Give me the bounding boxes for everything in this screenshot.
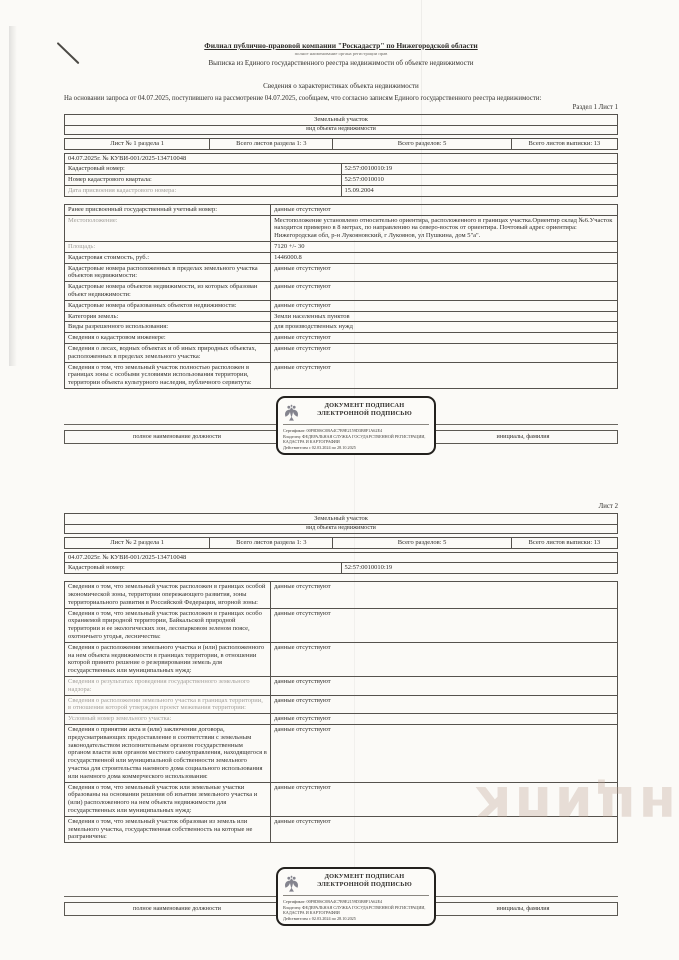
- sheet2-label: Лист 2: [598, 503, 618, 510]
- table-row: [65, 164, 618, 175]
- row-value: данные отсутствуют: [271, 582, 618, 608]
- digital-signature-stamp: [276, 396, 436, 455]
- row-value: 7120 +/- 30: [271, 241, 618, 252]
- row-label: Сведения о том, что земельный участок полностью расположен в границах зоны с особыми условиями использования территории, территории объекта культурного наследия, публичного сервитута:: [65, 362, 271, 388]
- characteristics-table: [64, 581, 618, 843]
- row-value: данные отсутствуют: [271, 343, 618, 362]
- digital-signature-stamp: [276, 867, 436, 926]
- table-row: [65, 816, 618, 842]
- row-value: данные отсутствуют: [271, 282, 618, 301]
- object-type-table: [64, 114, 618, 135]
- row-value: 52:57:0010010: [341, 175, 618, 186]
- row-value: данные отсутствуют: [271, 816, 618, 842]
- row-label: Кадастровая стоимость, руб.:: [65, 252, 271, 263]
- row-label: Сведения о том, что земельный участок образован из земель или земельного участка, государственная собственность на которые не разграничена:: [65, 816, 271, 842]
- stamp-certificate: Сертификат: 00F8D06C0BA4C7B9E2159D3B8F1A62E4: [283, 427, 383, 433]
- row-label: Сведения о результатах проведения государственного земельного надзора:: [65, 676, 271, 695]
- characteristics-table: [64, 204, 618, 389]
- table-row: [65, 185, 618, 196]
- stamp-title-2: ЭЛЕКТРОННОЙ ПОДПИСЬЮ: [317, 410, 412, 417]
- sheet-count-cell: Всего листов выписки: 13: [511, 138, 617, 149]
- table-row: [65, 343, 618, 362]
- row-value: данные отсутствуют: [271, 362, 618, 388]
- sheet-count-cell: Всего листов выписки: 13: [511, 537, 617, 548]
- row-label: Местоположение:: [65, 215, 271, 241]
- table-row: [65, 263, 618, 282]
- sheet-count-cell: Всего листов раздела 1: 3: [210, 138, 333, 149]
- position-caption: полное наименование должности: [64, 902, 290, 916]
- row-value: данные отсутствуют: [271, 676, 618, 695]
- row-value: 52:57:0010010:19: [341, 563, 618, 574]
- sheet-count-cell: Всего разделов: 5: [333, 537, 511, 548]
- table-row: [65, 695, 618, 714]
- characteristics-rows: [65, 582, 618, 843]
- table-row: [65, 282, 618, 301]
- request-number: 04.07.2025г. № КУВИ-001/2025-134710048: [65, 153, 618, 164]
- row-value: для производственных нужд: [271, 322, 618, 333]
- registry-org-title: Филиал публично-правовой компании "Роскадастр" по Нижегородской области: [204, 41, 478, 50]
- stamp-certificate: Сертификат: 00F8D06C0BA4C7B9E2159D3B8F1A62E4: [283, 898, 383, 904]
- table-row: [65, 300, 618, 311]
- table-row: [65, 724, 618, 782]
- table-row: [65, 582, 618, 608]
- position-caption: полное наименование должности: [64, 430, 290, 444]
- characteristics-rows: [65, 204, 618, 388]
- registry-org-caption: полное наименование органа регистрации прав: [294, 51, 388, 56]
- table-row: [65, 714, 618, 725]
- table-row: [65, 642, 618, 676]
- row-value: 15.09.2004: [341, 185, 618, 196]
- sheet-counts-table: [64, 138, 618, 150]
- row-value: данные отсутствуют: [271, 642, 618, 676]
- object-type: Земельный участок: [65, 115, 618, 126]
- table-row: [65, 175, 618, 186]
- object-type-table: [64, 513, 618, 534]
- sheet-counts-row: [65, 537, 618, 548]
- table-row: [65, 215, 618, 241]
- sheet-count-cell: Всего листов раздела 1: 3: [210, 537, 333, 548]
- cadastral-top-rows: [65, 563, 618, 574]
- stamp-title-1: ДОКУМЕНТ ПОДПИСАН: [324, 402, 405, 409]
- row-label: Кадастровый номер:: [65, 563, 342, 574]
- object-type: Земельный участок: [65, 514, 618, 525]
- scan-edge-shadow: [9, 26, 17, 366]
- row-label: Кадастровые номера объектов недвижимости, из которых образован объект недвижимости:: [65, 282, 271, 301]
- row-label: Сведения о кадастровом инженере:: [65, 333, 271, 344]
- section-sheet-label: Раздел 1 Лист 1: [572, 104, 618, 111]
- table-row: [65, 608, 618, 642]
- coat-of-arms-icon: [283, 874, 300, 893]
- table-row: [65, 204, 618, 215]
- row-label: Сведения о лесах, водных объектах и об иных природных объектах, расположенных в пределах земельного участка:: [65, 343, 271, 362]
- request-number-table: [64, 153, 618, 197]
- table-row: [65, 563, 618, 574]
- table-row: [65, 676, 618, 695]
- coat-of-arms-icon: [283, 403, 300, 422]
- row-value: 1446000.8: [271, 252, 618, 263]
- row-label: Кадастровый номер:: [65, 164, 342, 175]
- table-row: [65, 241, 618, 252]
- row-value: данные отсутствуют: [271, 608, 618, 642]
- row-label: Сведения о расположении земельного участка и (или) расположенного на нем объекта недвижимости в границах территории, в отношении которой принято решение о резервировании земель для государственных или муниципальных нужд:: [65, 642, 271, 676]
- row-value: данные отсутствуют: [271, 782, 618, 816]
- sheet-count-cell: Лист № 2 раздела 1: [65, 537, 210, 548]
- row-label: Ранее присвоенный государственный учетный номер:: [65, 204, 271, 215]
- table-row: [65, 252, 618, 263]
- row-label: Виды разрешенного использования:: [65, 322, 271, 333]
- row-value: 52:57:0010010:19: [341, 164, 618, 175]
- stamp-owner: Владелец: ФЕДЕРАЛЬНАЯ СЛУЖБА ГОСУДАРСТВЕННОЙ РЕГИСТРАЦИИ, КАДАСТРА И КАРТОГРАФИИ: [283, 433, 426, 444]
- row-value: данные отсутствуют: [271, 714, 618, 725]
- row-label: Категория земель:: [65, 311, 271, 322]
- row-label: Сведения о том, что земельный участок расположен в границах особой экономической зоны, территории опережающего развития, зоны территориального развития в Российской Федерации, игорной зоны:: [65, 582, 271, 608]
- cadastral-top-rows: [65, 164, 618, 196]
- sheet1-section: [64, 36, 618, 451]
- table-row: [65, 782, 618, 816]
- row-label: Площадь:: [65, 241, 271, 252]
- row-value: данные отсутствуют: [271, 204, 618, 215]
- row-label: Сведения о принятии акта и (или) заключении договора, предусматривающих предоставление в соответствии с земельным законодательством исполнительным органом государственным органом власти или органом местного самоуправления, находящегося в государственной или муниципальной собственности земельного участка для строительства наемного дома социального использования или наемного дома коммерческого использования:: [65, 724, 271, 782]
- row-value: данные отсутствуют: [271, 300, 618, 311]
- row-label: Условный номер земельного участка:: [65, 714, 271, 725]
- request-basis-line: На основании запроса от 04.07.2025, поступившего на рассмотрение 04.07.2025, сообщаем, что согласно записям Единого государственного реестра недвижимости:: [64, 95, 542, 102]
- row-value: Местоположение установлено относительно ориентира, расположенного в границах участка.Ориентир склад №6.Участок находится примерно в 8 метрах, по направлению на северо-восток от ориентира. Почтовый адрес ориентира: Нижегородская обл, р-н Лукояновский, г Лукоянов, ул Пушкина, дом 5"а".: [271, 215, 618, 241]
- object-type-caption: вид объекта недвижимости: [65, 524, 618, 533]
- table-row: [65, 322, 618, 333]
- row-value: данные отсутствуют: [271, 263, 618, 282]
- stamp-title-2: ЭЛЕКТРОННОЙ ПОДПИСЬЮ: [317, 881, 412, 888]
- row-label: Дата присвоения кадастрового номера:: [65, 185, 342, 196]
- sheet2-section: [64, 499, 618, 922]
- sheet-counts-table: [64, 537, 618, 549]
- row-label: Номер кадастрового квартала:: [65, 175, 342, 186]
- row-label: Кадастровые номера расположенных в пределах земельного участка объектов недвижимости:: [65, 263, 271, 282]
- stamp-validity: Действителен с 02.03.2024 по 28.10.2025: [283, 916, 356, 922]
- stamp-owner: Владелец: ФЕДЕРАЛЬНАЯ СЛУЖБА ГОСУДАРСТВЕННОЙ РЕГИСТРАЦИИ, КАДАСТРА И КАРТОГРАФИИ: [283, 904, 426, 915]
- table-row: [65, 311, 618, 322]
- sheet-counts-row: [65, 138, 618, 149]
- table-row: [65, 362, 618, 388]
- row-label: Кадастровые номера образованных объектов недвижимости:: [65, 300, 271, 311]
- row-value: данные отсутствуют: [271, 333, 618, 344]
- object-type-caption: вид объекта недвижимости: [65, 125, 618, 134]
- name-caption: инициалы, фамилия: [428, 430, 618, 444]
- request-number: 04.07.2025г. № КУВИ-001/2025-134710048: [65, 552, 618, 563]
- sheet-count-cell: Всего разделов: 5: [333, 138, 511, 149]
- document-title: Выписка из Единого государственного реестра недвижимости об объекте недвижимости: [208, 59, 474, 67]
- sheet-count-cell: Лист № 1 раздела 1: [65, 138, 210, 149]
- row-label: Сведения о том, что земельный участок расположен в границах особо охраняемой природной территории, Байкальской природной территории и ее экологических зон, лесопарковом зеленом поясе, охотничьего угодья, лесничества:: [65, 608, 271, 642]
- row-value: данные отсутствуют: [271, 724, 618, 782]
- row-value: данные отсутствуют: [271, 695, 618, 714]
- stamp-validity: Действителен с 02.03.2024 по 28.10.2025: [283, 445, 356, 451]
- table-row: [65, 333, 618, 344]
- row-value: Земли населенных пунктов: [271, 311, 618, 322]
- request-number-table: [64, 552, 618, 575]
- watermark-text: нципк: [471, 774, 676, 837]
- row-label: Сведения о расположении земельного участка в границах территории, в отношении которой утвержден проект межевания территории:: [65, 695, 271, 714]
- row-label: Сведения о том, что земельный участок или земельные участки образованы на основании решения об изъятии земельного участка и (или) расположенного на нем объекта недвижимости для государственных или муниципальных нужд:: [65, 782, 271, 816]
- stamp-title-1: ДОКУМЕНТ ПОДПИСАН: [324, 873, 405, 880]
- section-title: Сведения о характеристиках объекта недвижимости: [263, 82, 419, 90]
- name-caption: инициалы, фамилия: [428, 902, 618, 916]
